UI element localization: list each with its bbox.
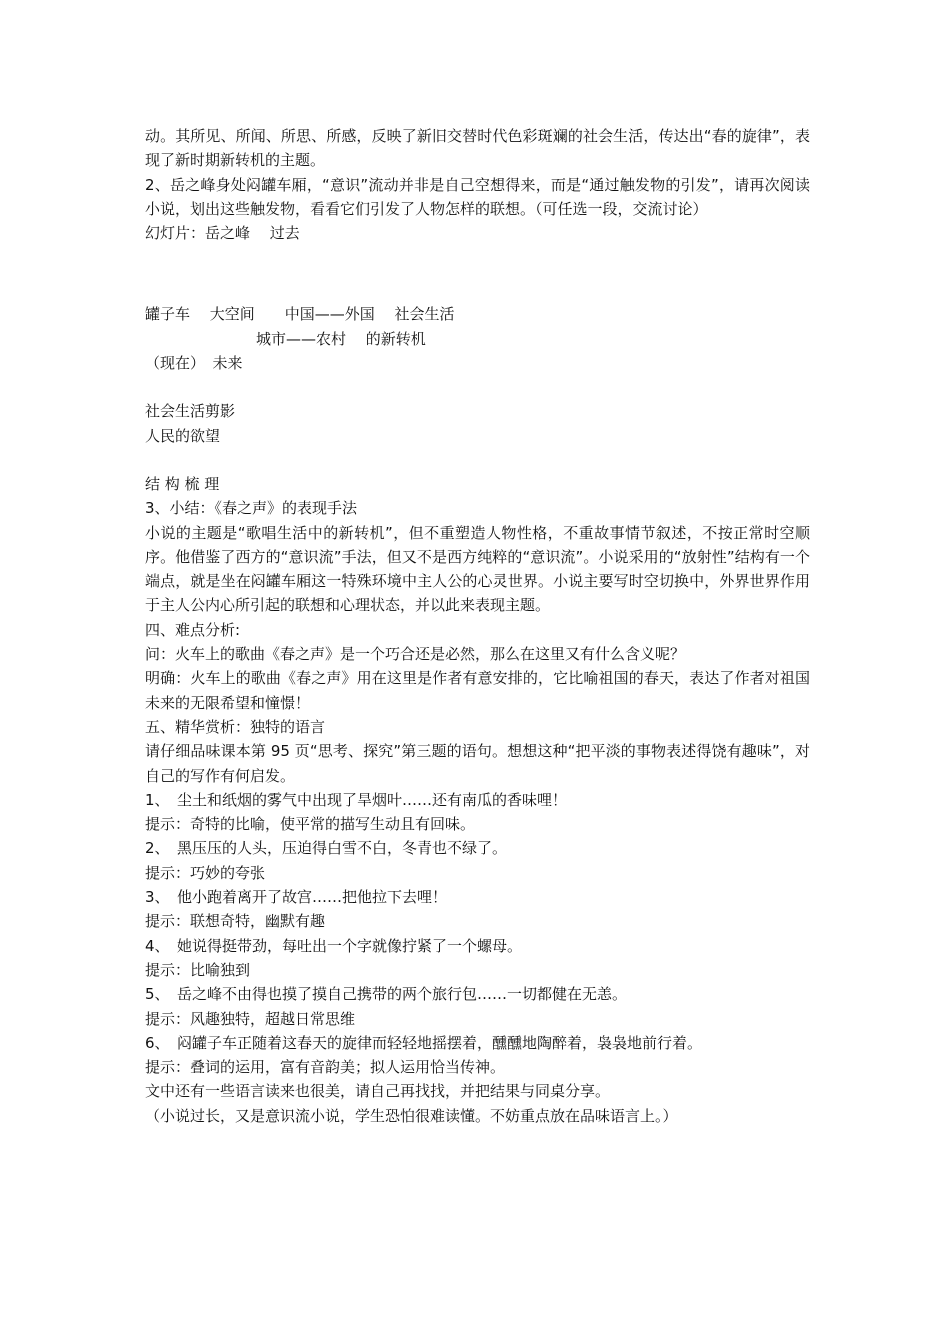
summary-heading: 3、小结：《春之声》的表现手法	[145, 499, 358, 518]
diagram-line-2: 城市——农村 的新转机	[256, 329, 426, 348]
teacher-note: （小说过长，又是意识流小说，学生恐怕很难读懂。不妨重点放在品味语言上。）	[145, 1106, 678, 1125]
example-item-1: 1、 尘土和纸烟的雾气中出现了旱烟叶……还有南瓜的香味哩！	[145, 790, 568, 809]
slide-line: 幻灯片：岳之峰 过去	[145, 224, 300, 243]
paragraph-question-2: 2、岳之峰身处闷罐车厢，“意识”流动并非是自己空想得来，而是“通过触发物的引发”，请再次阅读小说，划出这些触发物，看看它们引发了人物怎样的联想。（可任选一段，交流讨论）	[145, 175, 810, 218]
diagram-line-3: （现在） 未来	[145, 354, 243, 373]
example-item-6: 6、 闷罐子车正随着这春天的旋律而轻轻地摇摆着，醺醺地陶醉着，袅袅地前行着。	[145, 1033, 703, 1052]
people-desire: 人民的欲望	[145, 426, 221, 445]
difficulty-heading: 四、难点分析:	[145, 620, 241, 639]
diagram-line-1: 罐子车 大空间 中国——外国 社会生活	[145, 305, 455, 324]
example-item-5: 5、 岳之峰不由得也摸了摸自己携带的两个旅行包……一切都健在无恙。	[145, 985, 628, 1004]
example-hint-6: 提示：叠词的运用，富有音韵美；拟人运用恰当传神。	[145, 1058, 506, 1077]
example-hint-5: 提示：风趣独特，超越日常思维	[145, 1009, 356, 1028]
paragraph-theme-summary: 动。其所见、所闻、所思、所感，反映了新旧交替时代色彩斑斓的社会生活，传达出“春的旋律”，表现了新时期新转机的主题。	[145, 127, 810, 170]
appreciation-intro: 请仔细品味课本第 95 页“思考、探究”第三题的语句。想想这种“把平淡的事物表述得饶有趣味”，对自己的写作有何启发。	[145, 742, 810, 785]
closing-line: 文中还有一些语言读来也很美，请自己再找找，并把结果与同桌分享。	[145, 1082, 611, 1101]
question-line: 问：火车上的歌曲《春之声》是一个巧合还是必然，那么在这里又有什么含义呢？	[145, 645, 686, 664]
example-item-3: 3、 他小跑着离开了故宫……把他拉下去哩！	[145, 888, 448, 907]
document-body	[145, 124, 810, 1128]
example-item-4: 4、 她说得挺带劲，每吐出一个字就像拧紧了一个螺母。	[145, 936, 523, 955]
example-hint-1: 提示：奇特的比喻，使平常的描写生动且有回味。	[145, 815, 476, 834]
appreciation-heading: 五、精华赏析：独特的语言	[145, 717, 326, 736]
example-hint-4: 提示：比喻独到	[145, 960, 251, 979]
example-hint-3: 提示：联想奇特，幽默有趣	[145, 912, 326, 931]
example-hint-2: 提示：巧妙的夸张	[145, 863, 266, 882]
summary-body: 小说的主题是“歌唱生活中的新转机”，但不重塑造人物性格，不重故事情节叙述，不按正常时空顺序。他借鉴了西方的“意识流”手法，但又不是西方纯粹的“意识流”。小说采用的“放射性”结构有一个端点，就是坐在闷罐车厢这一特殊环境中主人公的心灵世界。小说主要写时空切换中，外界世界作用于主人公内心所引起的联想和心理状态，并以此来表现主题。	[145, 523, 810, 615]
social-snapshot: 社会生活剪影	[145, 402, 236, 421]
answer-line: 明确：火车上的歌曲《春之声》用在这里是作者有意安排的，它比喻祖国的春天，表达了作者对祖国未来的无限希望和憧憬！	[145, 669, 810, 712]
structure-title: 结 构 梳 理	[145, 474, 220, 493]
example-item-2: 2、 黑压压的人头，压迫得白雪不白，冬青也不绿了。	[145, 839, 508, 858]
